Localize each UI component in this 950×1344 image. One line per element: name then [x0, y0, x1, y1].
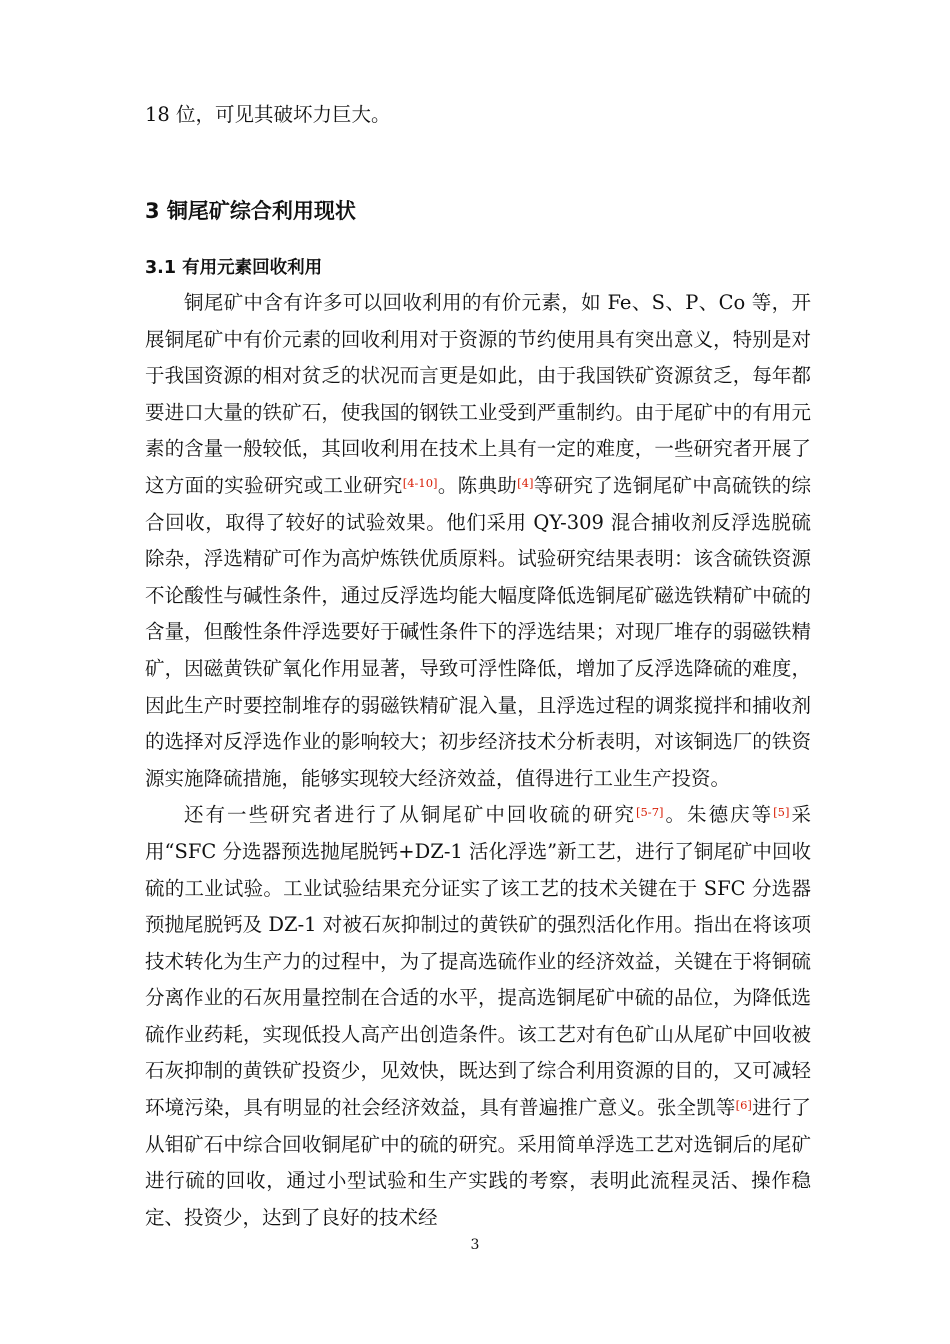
paragraph-text: 。朱德庆等 [663, 803, 774, 827]
continued-text-line: 18 位，可见其破坏力巨大。 [145, 103, 391, 126]
paragraph-text: 等研究了选铜尾矿中高硫铁的综合回收，取得了较好的试验效果。他们采用 QY-309 混合捕收剂反浮选脱硫除杂，浮选精矿可作为高炉炼铁优质原料。试验研究结果表明：该含硫铁资源不论酸性与碱性条件，通过反浮选均能大幅度降低选铜尾矿磁选铁精矿中硫的含量，但酸性条件浮选要好于碱性条件下的浮选结果；对现厂堆存的弱磁铁精矿，因磁黄铁矿氧化作用显著，导致可浮性降低，增加了反浮选降硫的难度，因此生产时要控制堆存的弱磁铁精矿混入量，且浮选过程的调浆搅拌和捕收剂的选择对反浮选作业的影响较大；初步经济技术分析表明，对该铜选厂的铁资源实施降硫措施，能够实现较大经济效益，值得进行工业生产投资。 [145, 473, 811, 790]
paragraph-text: 铜尾矿中含有许多可以回收利用的有价元素，如 Fe、S、P、Co 等，开展铜尾矿中有价元素的回收利用对于资源的节约使用具有突出意义，特别是对于我国资源的相对贫乏的状况而言更是如此，由于我国铁矿资源贫乏，每年都要进口大量的铁矿石，使我国的钢铁工业受到严重制约。由于尾矿中的有用元素的含量一般较低，其回收利用在技术上具有一定的难度，一些研究者开展了这方面的实验研究或工业研究 [145, 291, 811, 497]
citation-link[interactable]: [4] [517, 475, 534, 490]
page-number: 3 [470, 1237, 480, 1253]
citation-link[interactable]: [6] [735, 1098, 752, 1113]
citation-link[interactable]: [5-7] [636, 805, 664, 820]
body-paragraph-2 [145, 797, 811, 1236]
citation-link[interactable]: [4-10] [402, 475, 438, 490]
paragraph-text: 进行了从钼矿石中综合回收铜尾矿中的硫的研究。采用简单浮选工艺对选铜后的尾矿进行硫的回收，通过小型试验和生产实践的考察，表明此流程灵活、操作稳定、投资少，达到了良好的技术经 [145, 1096, 811, 1229]
citation-link[interactable]: [5] [773, 805, 790, 820]
paragraph-text: 还有一些研究者进行了从铜尾矿中回收硫的研究 [184, 803, 636, 827]
page-content [145, 97, 811, 1236]
subsection-heading: 3.1 有用元素回收利用 [145, 258, 323, 278]
paragraph-text: 。陈典助 [437, 473, 518, 497]
paragraph-text: 采用“SFC 分选器预选抛尾脱钙+DZ-1 活化浮选”新工艺，进行了铜尾矿中回收硫的工业试验。工业试验结果充分证实了该工艺的技术关键在于 SFC 分选器预抛尾脱钙及 DZ-1 对被石灰抑制过的黄铁矿的强烈活化作用。指出在将该项技术转化为生产力的过程中，为了提高选硫作业的经济效益，关键在于将铜硫分离作业的石灰用量控制在合适的水平，提高选铜尾矿中硫的品位，为降低选硫作业药耗，实现低投人高产出创造条件。该工艺对有色矿山从尾矿中回收被石灰抑制的黄铁矿投资少，见效快，既达到了综合利用资源的目的，又可减轻环境污染，具有明显的社会经济效益，具有普遍推广意义。张全凯等 [145, 803, 811, 1120]
body-paragraph-1 [145, 285, 811, 797]
section-heading: 3 铜尾矿综合利用现状 [145, 199, 356, 223]
